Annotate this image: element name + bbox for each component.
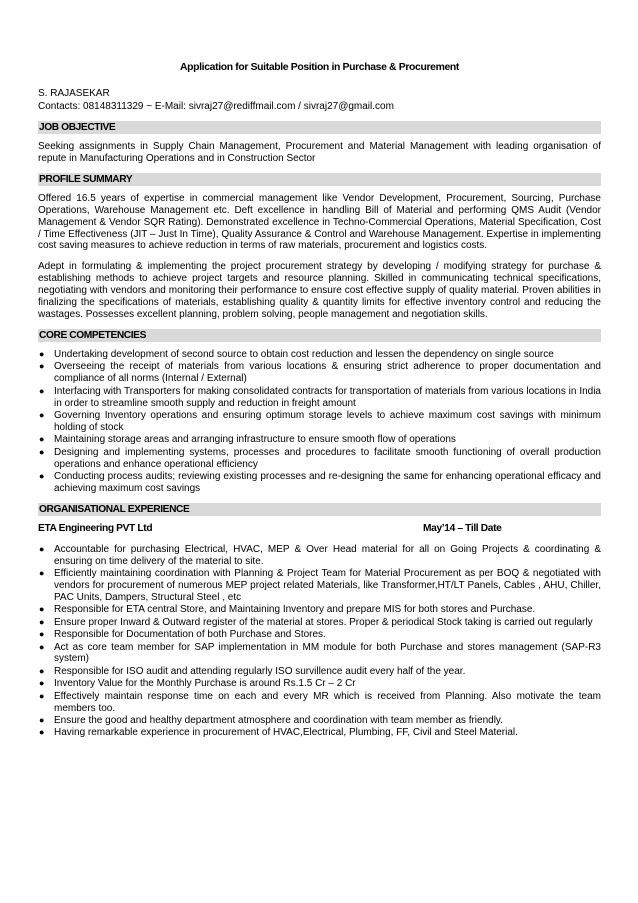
list-item: ● Designing and implementing systems, processes and procedures to facilitate smooth functioning of overall production operations and enhance operational efficiency <box>39 446 601 470</box>
bullet-icon: ● <box>39 629 45 640</box>
document-title: Application for Suitable Position in Purchase & Procurement <box>180 62 459 73</box>
profile-summary-heading: PROFILE SUMMARY <box>38 173 601 186</box>
bullet-icon: ● <box>39 361 45 372</box>
bullet-icon: ● <box>39 348 45 359</box>
bullet-icon: ● <box>39 714 45 725</box>
employer-row <box>38 523 601 534</box>
bullet-icon: ● <box>39 409 45 420</box>
bullet-icon: ● <box>39 690 45 701</box>
list-item: ● Act as core team member for SAP implementation in MM module for both Purchase and stores management (SAP-R3 system) <box>39 641 601 665</box>
list-item: ● Conducting process audits; reviewing existing processes and re-designing the same for enhancing operational efficacy and achieving maximum cost savings <box>39 470 601 494</box>
bullet-icon: ● <box>39 727 45 738</box>
list-item: ● Maintaining storage areas and arranging infrastructure to ensure smooth flow of operations <box>39 434 456 446</box>
list-item: ● Efficiently maintaining coordination with Planning & Project Team for Material Procurement as per BOQ & negotiated with vendors for procurement of numerous MEP project related Materials, like Transformer,HT/LT Panels, Cables , AHU, Chiller, PAC Units, Dampers, Structural Steel , etc <box>39 568 601 603</box>
list-item: ● Responsible for Documentation of both Purchase and Stores. <box>39 629 326 641</box>
experience-list <box>38 544 601 740</box>
candidate-name: S. RAJASEKAR <box>38 88 110 99</box>
list-item: ● Interfacing with Transporters for making consolidated contracts for transportation of materials from various locations in India in order to streamline smooth supply and reduction in freight amount <box>39 385 601 409</box>
list-item: ● Undertaking development of second source to obtain cost reduction and lessen the dependency on single source <box>39 348 554 360</box>
profile-summary-paragraph-1: Offered 16.5 years of expertise in commercial management like Vendor Development, Procurement, Sourcing, Purchase Operations, Warehouse Management etc. Deft excellence in handling Bill of Material and performing QMS Audit (Vendor Management & Vendor SQR Rating). Demonstrated excellence in Techno-Commercial Operations, Material Specification, Cost / Time Effectiveness (JIT – Just In Time), Quality Assurance & Control and Warehouse Management. Expertise in implementing cost saving measures to achieve reduction in terms of raw materials, procurement and logistics costs. <box>38 192 601 252</box>
list-item: ● Effectively maintain response time on each and every MR which is received from Planning. Also motivate the team members too. <box>39 690 601 714</box>
list-item: ● Overseeing the receipt of materials from various locations & ensuring strict adherence to proper documentation and compliance of all norms (Internal / External) <box>39 361 601 385</box>
bullet-icon: ● <box>39 470 45 481</box>
bullet-icon: ● <box>39 385 45 396</box>
list-item: ● Ensure the good and healthy department atmosphere and coordination with team member as friendly. <box>39 714 503 726</box>
list-item: ● Having remarkable experience in procurement of HVAC,Electrical, Plumbing, FF, Civil and Steel Material. <box>39 727 518 739</box>
bullet-icon: ● <box>39 665 45 676</box>
organisational-experience-heading: ORGANISATIONAL EXPERIENCE <box>38 503 601 516</box>
list-item: ● Inventory Value for the Monthly Purchase is around Rs.1.5 Cr – 2 Cr <box>39 678 356 690</box>
list-item: ● Governing Inventory operations and ensuring optimum storage levels to achieve maximum cost savings with minimum holding of stock <box>39 409 601 433</box>
list-item: ● Responsible for ISO audit and attending regularly ISO survillence audit every half of the year. <box>39 665 466 677</box>
employment-period: May’14 – Till Date <box>423 522 502 534</box>
bullet-icon: ● <box>39 678 45 689</box>
bullet-icon: ● <box>39 641 45 652</box>
job-objective-text: Seeking assignments in Supply Chain Management, Procurement and Material Management with leading organisation of repute in Manufacturing Operations and in Construction Sector <box>38 141 601 164</box>
profile-summary-paragraph-2: Adept in formulating & implementing the project procurement strategy by developing / modifying strategy for purchase & establishing methods to achieve project targets and resource planning. Skilled in communicating technical specifications, negotiating with vendors and monitoring their performance to ensure cost effective supply of quality material. Proven abilities in finalizing the specifications of materials, establishing quality & quantity limits for effective inventory control and reducing the wastages. Possesses excellent planning, problem solving, people management and negotiation skills. <box>38 261 601 320</box>
core-competencies-list <box>38 349 601 495</box>
bullet-icon: ● <box>39 604 45 615</box>
resume-page <box>38 62 601 740</box>
bullet-icon: ● <box>39 616 45 627</box>
core-competencies-heading: CORE COMPETENCIES <box>38 329 601 342</box>
company-name: ETA Engineering PVT Ltd <box>38 522 153 534</box>
list-item: ● Accountable for purchasing Electrical, HVAC, MEP & Over Head material for all on Going Projects & coordinating & ensuring on time delivery of the material to site. <box>39 543 601 567</box>
bullet-icon: ● <box>39 434 45 445</box>
bullet-icon: ● <box>39 568 45 579</box>
list-item: ● Responsible for ETA central Store, and Maintaining Inventory and prepare MIS for both stores and Purchase. <box>39 604 536 616</box>
list-item: ● Ensure proper Inward & Outward register of the material at stores. Proper & periodical Stock taking is carried out regularly <box>39 616 593 628</box>
bullet-icon: ● <box>39 446 45 457</box>
bullet-icon: ● <box>39 543 45 554</box>
job-objective-heading: JOB OBJECTIVE <box>38 121 601 134</box>
contact-line: Contacts: 08148311329 ~ E-Mail: sivraj27@rediffmail.com / sivraj27@gmail.com <box>38 101 394 112</box>
